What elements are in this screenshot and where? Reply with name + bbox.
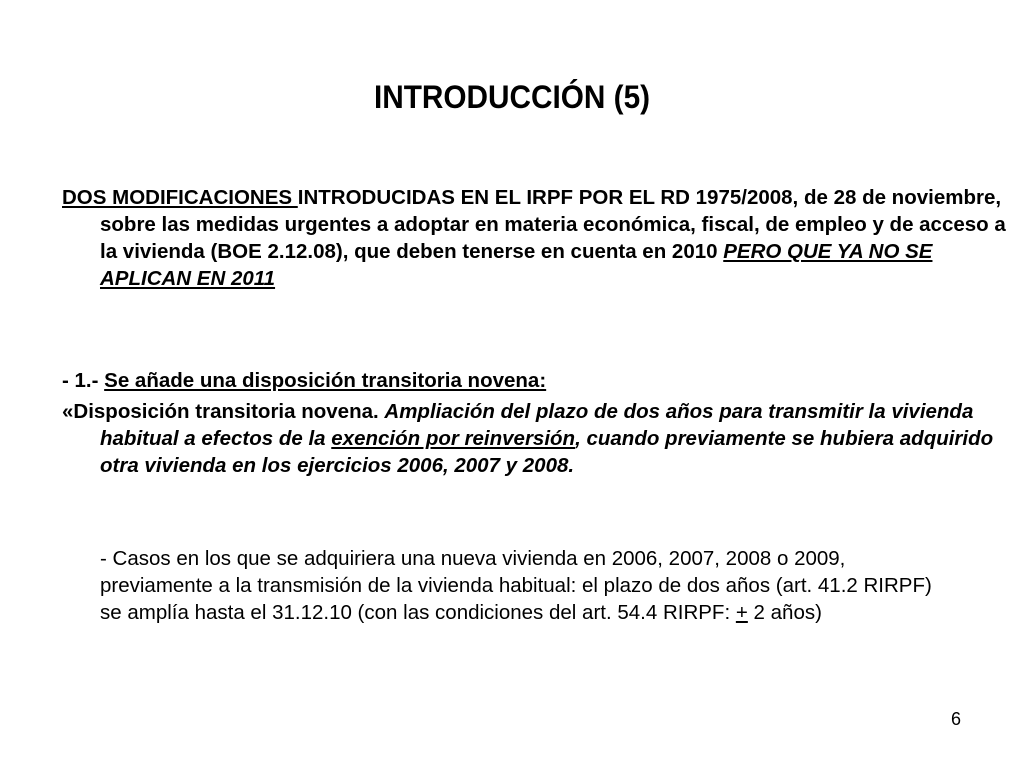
disposition-italic-underlined: exención por reinversión — [331, 427, 576, 450]
case-end: 2 años) — [747, 601, 822, 624]
item-1-heading — [62, 367, 1010, 394]
item-1-heading-text: Se añade una disposición transitoria novena: — [104, 369, 547, 392]
case-paragraph — [100, 545, 950, 626]
item-1-prefix: - 1.- — [62, 369, 105, 392]
intro-emphasis: PERO QUE YA NO SE APLICAN EN 2011 — [100, 240, 933, 290]
disposition-paragraph — [62, 398, 1010, 479]
disposition-lead: «Disposición transitoria novena. — [62, 400, 385, 423]
disposition-italic-start: Ampliación del plazo de dos años para transmitir la vivienda habitual a efectos de la — [100, 400, 974, 450]
slide-title: INTRODUCCIÓN (5) — [373, 79, 651, 115]
intro-paragraph — [62, 184, 1010, 292]
plus-minus-symbol: + — [735, 601, 748, 624]
case-text: - Casos en los que se adquiriera una nueva vivienda en 2006, 2007, 2008 o 2009, previamente a la transmisión de la vivienda habitual: el plazo de dos años (art. 41.2 RIRPF) se amplía hasta el 31.12.10 (con las condiciones del art. 54.4 RIRPF: — [100, 547, 932, 624]
disposition-italic-end: , cuando previamente se hubiera adquirido otra vivienda en los ejercicios 2006, 2007 y 2008. — [100, 427, 994, 477]
intro-lead-underlined: DOS MODIFICACIONES — [62, 186, 298, 209]
page-number: 6 — [950, 709, 961, 729]
intro-body: INTRODUCIDAS EN EL IRPF POR EL RD 1975/2008, de 28 de noviembre, sobre las medidas urgentes a adoptar en materia económica, fiscal, de empleo y de acceso a la vivienda (BOE 2.12.08), que deben tenerse en cuenta en 2010 — [100, 186, 1006, 263]
